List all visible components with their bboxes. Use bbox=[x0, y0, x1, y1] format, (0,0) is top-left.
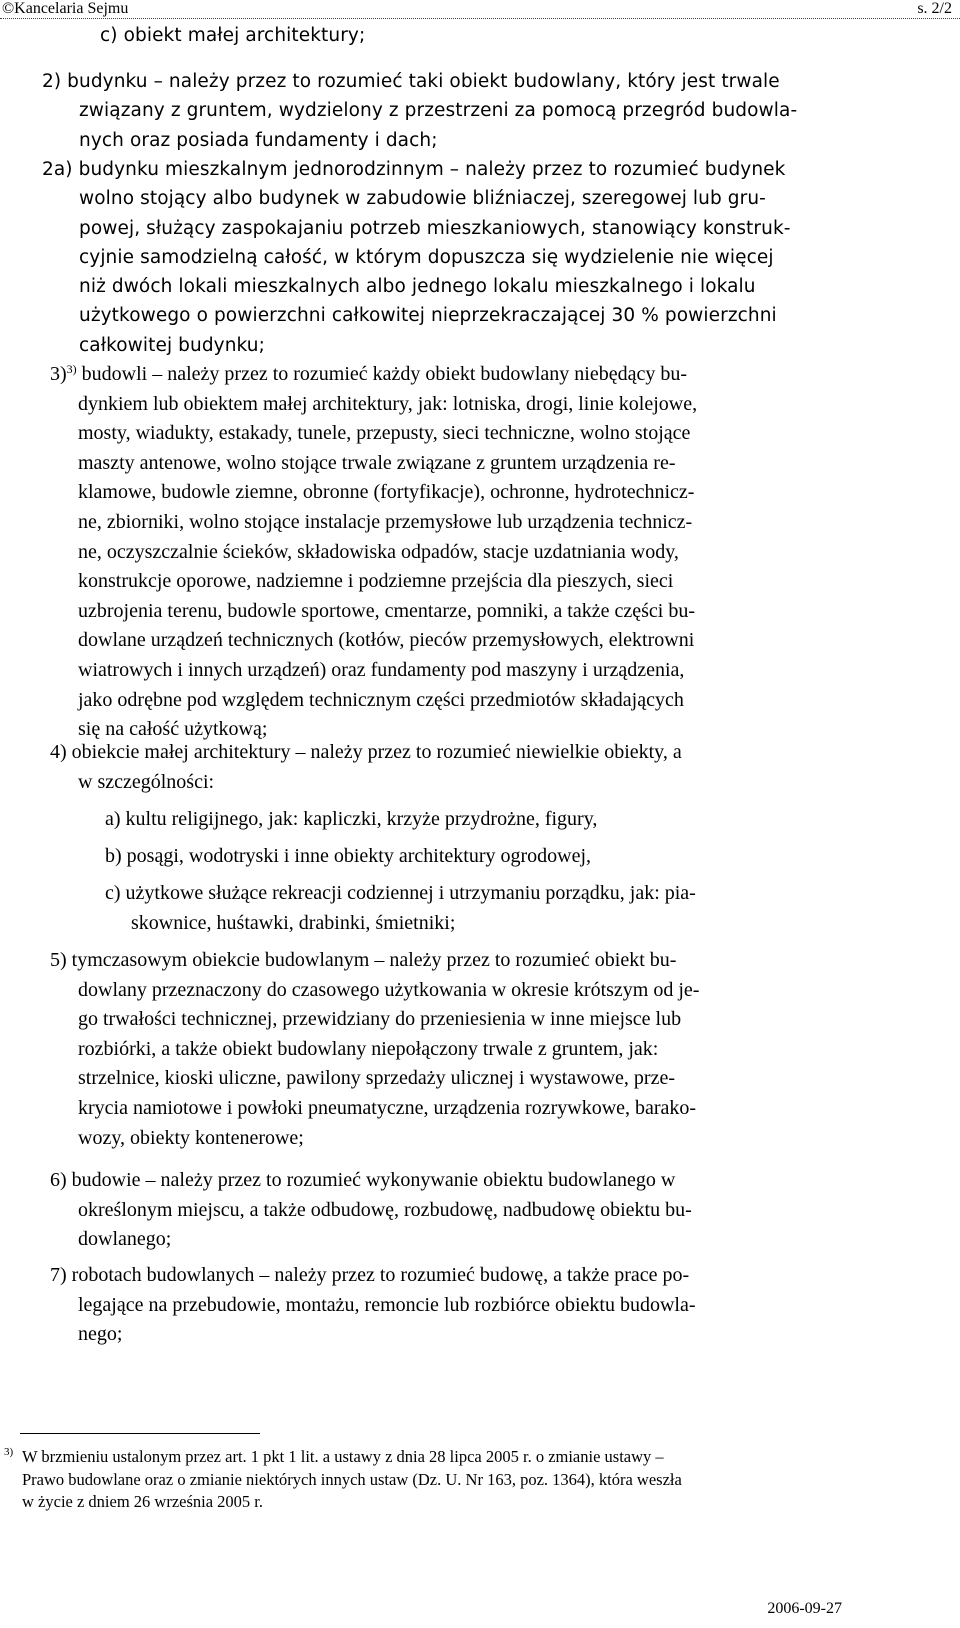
footnote-mark: 3) bbox=[4, 1446, 14, 1458]
text-line: nych oraz posiada fundamenty i dach; bbox=[79, 129, 438, 151]
item-4 bbox=[50, 738, 682, 797]
text-line: użytkowego o powierzchni całkowitej nieprzekraczającej 30 % powierzchni bbox=[79, 305, 777, 327]
footer-date: 2006-09-27 bbox=[767, 1600, 842, 1617]
text-line: skownice, huśtawki, drabinki, śmietniki; bbox=[131, 911, 456, 934]
text-line: wozy, obiekty kontenerowe; bbox=[78, 1126, 304, 1149]
text-line: konstrukcje oporowe, nadziemne i podziemne przejścia dla pieszych, sieci bbox=[78, 570, 674, 593]
text-line: się na całość użytkową; bbox=[78, 718, 268, 741]
text-line: strzelnice, kioski uliczne, pawilony sprzedaży ulicznej i wystawowe, prze- bbox=[78, 1067, 676, 1090]
text-line: legające na przebudowie, montażu, remoncie lub rozbiórce obiektu budowla- bbox=[78, 1293, 696, 1316]
text-line: 2) budynku – należy przez to rozumieć taki obiekt budowlany, który jest trwale bbox=[42, 71, 780, 92]
text-line: wolno stojący albo budynek w zabudowie bliźniaczej, szeregowej lub gru- bbox=[79, 188, 766, 210]
footnote-line: W brzmieniu ustalonym przez art. 1 pkt 1 lit. a ustawy z dnia 28 lipca 2005 r. o zmianie ustawy – bbox=[22, 1447, 664, 1466]
text-line: 2a) budynku mieszkalnym jednorodzinnym – należy przez to rozumieć budynek bbox=[42, 159, 786, 180]
text-line: b) posągi, wodotryski i inne obiekty architektury ogrodowej, bbox=[105, 845, 592, 867]
item-4b bbox=[105, 842, 591, 872]
item-5 bbox=[50, 946, 699, 1153]
text-line: związany z gruntem, wydzielony z przestrzeni za pomocą przegród budowla- bbox=[79, 100, 798, 122]
text-line: dowlany przeznaczony do czasowego użytkowania w okresie krótszym od je- bbox=[78, 978, 700, 1001]
text-line: powej, służący zaspokajaniu potrzeb mieszkaniowych, stanowiący konstruk- bbox=[79, 217, 791, 239]
text-line: 7) robotach budowlanych – należy przez to rozumieć budowę, a także prace po- bbox=[50, 1264, 690, 1286]
footnote-reference[interactable]: 3) bbox=[66, 362, 77, 376]
text-line: mosty, wiadukty, estakady, tunele, przepusty, sieci techniczne, wolno stojące bbox=[78, 422, 691, 445]
footnote-divider bbox=[20, 1433, 260, 1434]
item-6 bbox=[50, 1166, 692, 1255]
header-page-number: s. 2/2 bbox=[917, 0, 952, 17]
text-line: dowlane urządzeń technicznych (kotłów, pieców przemysłowych, elektrowni bbox=[78, 629, 695, 652]
text-line: rozbiórki, a także obiekt budowlany niepołączony trwale z gruntem, jak: bbox=[78, 1037, 659, 1060]
text-line: w szczególności: bbox=[78, 770, 215, 793]
text-line: c) użytkowe służące rekreacji codziennej i utrzymaniu porządku, jak: pia- bbox=[105, 882, 696, 904]
text-line: 5) tymczasowym obiekcie budowlanym – należy przez to rozumieć obiekt bu- bbox=[50, 949, 677, 971]
text-line: cyjnie samodzielną całość, w którym dopuszcza się wydzielenie nie więcej bbox=[79, 246, 774, 268]
item-3 bbox=[50, 360, 697, 745]
text-line: 6) budowie – należy przez to rozumieć wykonywanie obiektu budowlanego w bbox=[50, 1169, 676, 1191]
footnote-line: w życie z dniem 26 września 2005 r. bbox=[22, 1492, 264, 1511]
text-line: jako odrębne pod względem technicznym części przedmiotów składających bbox=[78, 688, 684, 711]
item-1c bbox=[100, 21, 365, 50]
item-number: 3) bbox=[50, 363, 67, 385]
footnote bbox=[4, 1446, 682, 1514]
item-7 bbox=[50, 1261, 696, 1350]
text-line: całkowitej budynku; bbox=[79, 334, 265, 356]
text-line: uzbrojenia terenu, budowle sportowe, cmentarze, pomniki, a także części bu- bbox=[78, 599, 695, 622]
text-line: nego; bbox=[78, 1323, 123, 1346]
text-line: dynkiem lub obiektem małej architektury, jak: lotniska, drogi, linie kolejowe, bbox=[78, 392, 698, 415]
text-line: a) kultu religijnego, jak: kapliczki, krzyże przydrożne, figury, bbox=[105, 808, 598, 830]
text-line: ne, zbiorniki, wolno stojące instalacje przemysłowe lub urządzenia technicz- bbox=[78, 510, 693, 533]
text-line: określonym miejscu, a także odbudowę, rozbudowę, nadbudowę obiektu bu- bbox=[78, 1198, 692, 1221]
text-line: ne, oczyszczalnie ścieków, składowiska odpadów, stacje uzdatniania wody, bbox=[78, 540, 679, 563]
text-line: krycia namiotowe i powłoki pneumatyczne, urządzenia rozrywkowe, barako- bbox=[78, 1096, 697, 1119]
text-line: go trwałości technicznej, przewidziany do przeniesienia w inne miejsce lub bbox=[78, 1008, 682, 1031]
item-2 bbox=[42, 67, 797, 155]
text-line: niż dwóch lokali mieszkalnych albo jednego lokalu mieszkalnego i lokalu bbox=[79, 276, 756, 298]
text-line: wiatrowych i innych urządzeń) oraz fundamenty pod maszyny i urządzenia, bbox=[78, 658, 685, 681]
item-4c bbox=[105, 879, 696, 938]
item-2a bbox=[42, 155, 791, 360]
item-4a bbox=[105, 805, 597, 835]
text-line: c) obiekt małej architektury; bbox=[100, 25, 366, 46]
header-divider bbox=[0, 18, 960, 19]
header-source: ©Kancelaria Sejmu bbox=[2, 0, 129, 17]
footnote-line: Prawo budowlane oraz o zmianie niektórych innych ustaw (Dz. U. Nr 163, poz. 1364), która weszła bbox=[22, 1469, 682, 1489]
text-line: dowlanego; bbox=[78, 1228, 172, 1251]
text-line: klamowe, budowle ziemne, obronne (fortyfikacje), ochronne, hydrotechnicz- bbox=[78, 481, 695, 504]
text-line: 3)$^{3)}$ budowli – należy przez to rozumieć każdy obiekt budowlany niebędący bu- bbox=[50, 362, 688, 385]
text-line: 4) obiekcie małej architektury – należy przez to rozumieć niewielkie obiekty, a bbox=[50, 741, 682, 763]
text-line: maszty antenowe, wolno stojące trwale związane z gruntem urządzenia re- bbox=[78, 451, 676, 474]
